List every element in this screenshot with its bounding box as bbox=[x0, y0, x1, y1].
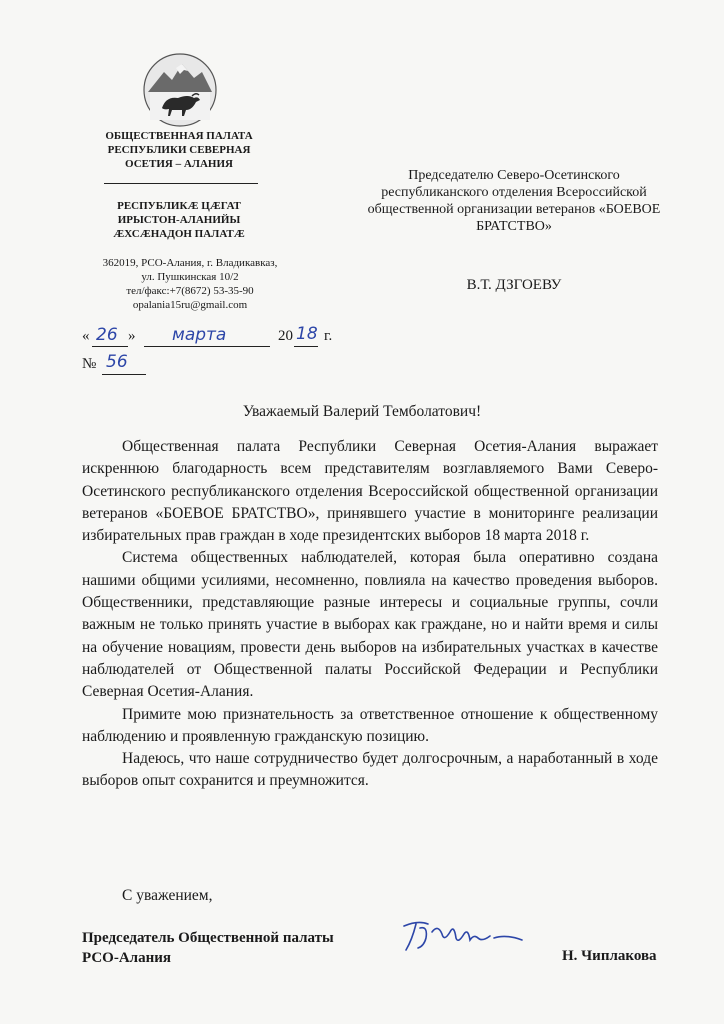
email-line: opalania15ru@gmail.com bbox=[132, 299, 248, 311]
phone-line: тел/факс:+7(8672) 53-35-90 bbox=[126, 285, 254, 297]
org-name-russian bbox=[70, 129, 288, 171]
recipient-line: Председателю Северо-Осетинского bbox=[408, 168, 620, 183]
coat-of-arms-icon bbox=[142, 52, 218, 128]
number-label: № bbox=[82, 356, 97, 372]
body-paragraph: Надеюсь, что наше сотрудничество будет долгосрочным, а наработанный в ходе выборов опыт сохранится и преумножится. bbox=[82, 750, 658, 790]
letter-body bbox=[82, 436, 658, 793]
org-name-line: ӔХСӔНАДОН ПАЛАТӔ bbox=[113, 228, 245, 240]
recipient-line: БРАТСТВО» bbox=[476, 219, 552, 234]
number-underline bbox=[102, 374, 146, 375]
recipient-block bbox=[344, 167, 684, 235]
signer-position-line: Председатель Общественной палаты bbox=[82, 930, 334, 946]
org-name-line: ОБЩЕСТВЕННАЯ ПАЛАТА bbox=[105, 130, 253, 142]
date-day: 26 bbox=[96, 325, 118, 345]
org-name-line: ИРЫСТОН-АЛАНИЙЫ bbox=[117, 214, 241, 226]
body-paragraph: Общественная палата Республики Северная Осетия-Алания выражает искреннюю благодарность всем представителям возглавляемого Вами Северо-Осетинского республиканского отделения Всероссийской общественной организации ветеранов «БОЕВОЕ БРАТСТВО», принявшего участие в мониторинге реализации избирательных прав граждан в ходе президентских выборов 18 марта 2018 г. bbox=[82, 438, 658, 545]
header-divider bbox=[104, 183, 258, 184]
date-year-unit: г. bbox=[324, 328, 333, 344]
address-line: ул. Пушкинская 10/2 bbox=[141, 271, 239, 283]
address-line: 362019, РСО-Алания, г. Владикавказ, bbox=[102, 257, 278, 269]
org-name-line: ОСЕТИЯ – АЛАНИЯ bbox=[125, 158, 233, 170]
signer-name: Н. Чиплакова bbox=[562, 948, 657, 964]
date-year-suffix: 18 bbox=[296, 324, 318, 344]
date-year-prefix: 20 bbox=[278, 328, 293, 344]
org-name-line: РЕСПУБЛИКИ СЕВЕРНАЯ bbox=[107, 144, 251, 156]
number-value: 56 bbox=[106, 352, 128, 372]
signature-icon bbox=[398, 912, 558, 960]
date-close-quote: » bbox=[128, 328, 136, 344]
org-name-ossetian bbox=[70, 199, 288, 241]
date-line bbox=[82, 324, 382, 352]
salutation: Уважаемый Валерий Темболатович! bbox=[242, 403, 482, 420]
date-open-quote: « bbox=[82, 328, 90, 344]
recipient-name: В.Т. ДЗГОЕВУ bbox=[466, 277, 562, 293]
date-month-underline bbox=[144, 346, 270, 347]
body-paragraph: Примите мою признательность за ответственное отношение к общественному наблюдению и проявленную гражданскую позицию. bbox=[82, 705, 658, 745]
outgoing-number bbox=[82, 352, 182, 380]
recipient-line: общественной организации ветеранов «БОЕВОЕ bbox=[367, 202, 661, 217]
org-address bbox=[70, 256, 310, 312]
date-day-underline bbox=[92, 346, 128, 347]
recipient-line: республиканского отделения Всероссийской bbox=[381, 185, 647, 200]
signer-position bbox=[82, 928, 334, 968]
signer-position-line: РСО-Алания bbox=[82, 950, 171, 966]
closing-phrase: С уважением, bbox=[122, 887, 213, 904]
date-year-underline bbox=[294, 346, 318, 347]
body-paragraph: Система общественных наблюдателей, которая была оперативно создана нашими общими усилиями, несомненно, повлияла на качество проведения выборов. Общественники, представляющие разные интересы и социальные группы, сочли важным не только принять участие в выборах как граждане, но и найти время и силы на обучение новациям, провести день выборов на избирательных участках в качестве наблюдателей от Общественной палаты Российской Федерации и Республики Северная Осетия-Алания. bbox=[82, 549, 658, 701]
date-month: марта bbox=[172, 325, 227, 345]
org-name-line: РЕСПУБЛИКӔ ЦӔГАТ bbox=[117, 200, 241, 212]
